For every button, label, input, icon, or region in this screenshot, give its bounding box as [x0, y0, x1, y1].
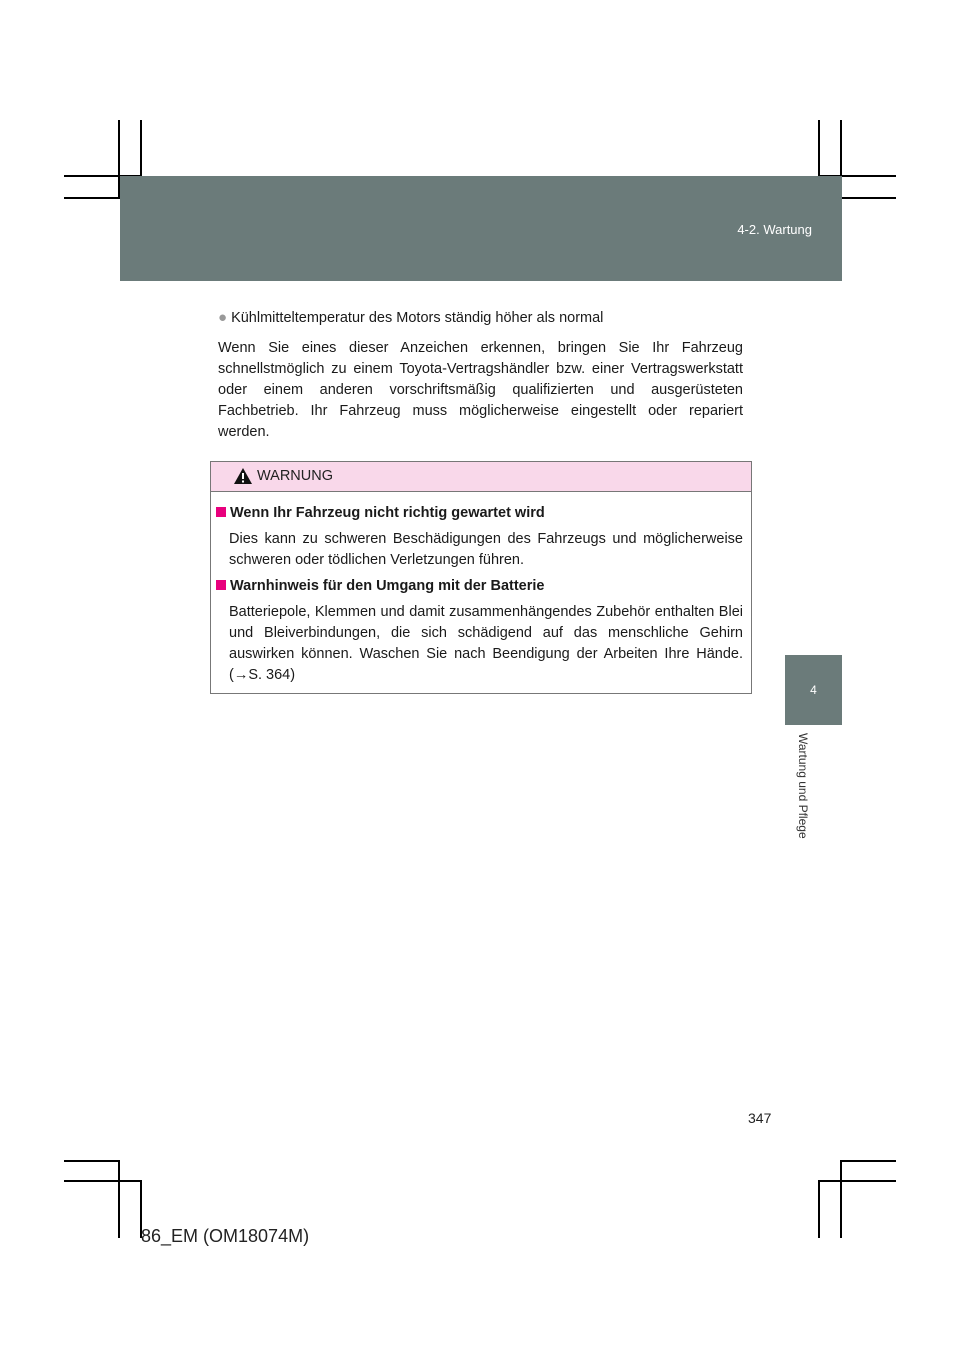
warning-item-heading-text: Wenn Ihr Fahrzeug nicht richtig gewartet wird	[230, 505, 545, 521]
section-title: 4-2. Wartung	[737, 222, 812, 237]
bullet-dot-icon: ●	[218, 309, 228, 326]
chapter-title: Wartung und Pflege	[796, 733, 810, 839]
warning-item-text: Dies kann zu schweren Beschädigungen des Fahrzeugs und möglicherweise schweren oder tödlichen Verletzungen führen.	[229, 531, 743, 568]
document-code: 86_EM (OM18074M)	[141, 1226, 310, 1246]
bullet-item	[218, 307, 743, 329]
main-content	[218, 307, 743, 443]
crop-mark	[840, 1160, 896, 1162]
crop-mark	[818, 1180, 820, 1238]
body-paragraph: Wenn Sie eines dieser Anzeichen erkennen, bringen Sie Ihr Fahrzeug schnellstmöglich zu einem Toyota-Vertragshändler bzw. einer Vertragswerkstatt oder einem anderen vorschriftsmäßig qualifizierten und ausgerüsteten Fachbetrieb. Ihr Fahrzeug muss möglicherweise eingestellt oder repariert werden.	[218, 340, 743, 440]
chapter-number: 4	[810, 683, 817, 697]
square-bullet-icon	[216, 580, 226, 590]
square-bullet-icon	[216, 507, 226, 517]
crop-mark	[64, 1160, 120, 1162]
page-number: 347	[748, 1110, 772, 1126]
crop-mark	[64, 1180, 142, 1182]
crop-mark	[840, 197, 896, 199]
warning-header	[211, 462, 751, 492]
warning-item-heading-text: Warnhinweis für den Umgang mit der Batterie	[230, 578, 545, 594]
crop-mark	[118, 1160, 120, 1238]
bullet-text: Kühlmitteltemperatur des Motors ständig höher als normal	[231, 310, 604, 326]
crop-mark	[840, 1160, 842, 1238]
warning-triangle-icon	[233, 467, 253, 485]
warning-box	[210, 461, 752, 694]
warning-body	[211, 492, 751, 686]
warning-title: WARNUNG	[257, 468, 333, 484]
chapter-tab	[785, 655, 842, 725]
warning-item-heading	[216, 576, 743, 597]
warning-item-text: Batteriepole, Klemmen und damit zusammenhängendes Zubehör enthalten Blei und Bleiverbindungen, die sich schädigend auf das menschliche Gehirn auswirken können. Waschen Sie nach Beendigung der Arbeiten Ihre Hände. (→S. 364)	[229, 604, 743, 683]
crop-mark	[818, 1180, 896, 1182]
crop-mark	[64, 197, 120, 199]
warning-item-heading	[216, 503, 743, 524]
header-band	[120, 176, 842, 281]
